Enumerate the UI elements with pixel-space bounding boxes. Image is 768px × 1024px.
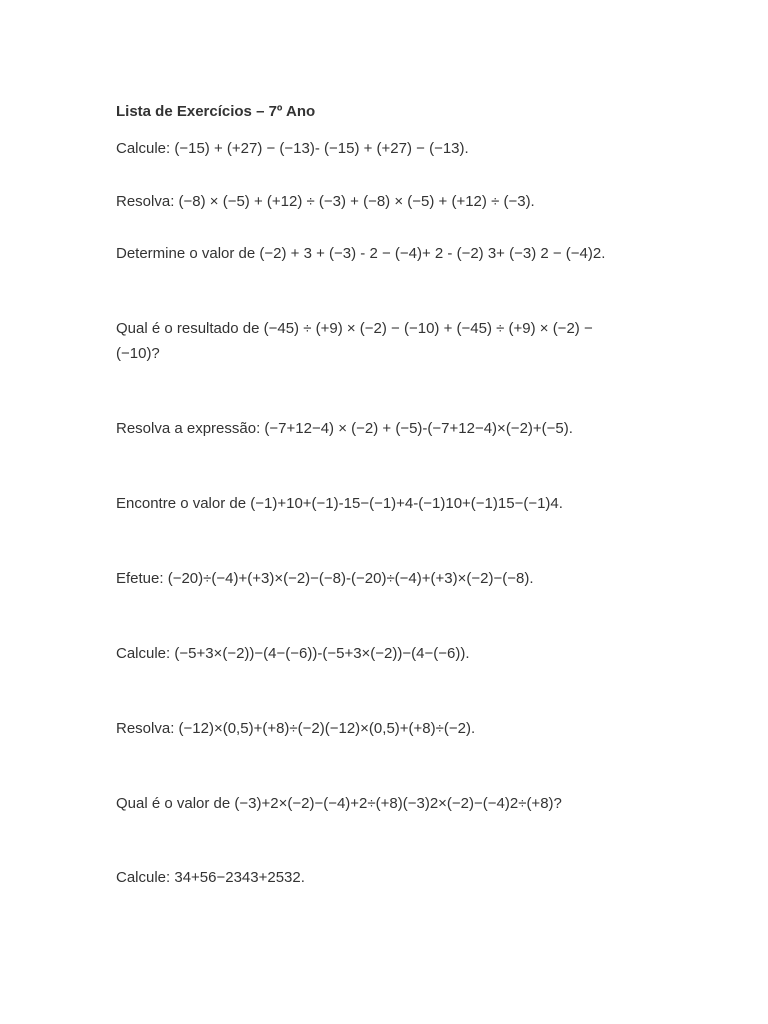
exercise-1: Calcule: (−15) + (+27) − (−13)- (−15) + (+27) − (−13).: [116, 140, 469, 157]
exercise-4: Qual é o resultado de (−45) ÷ (+9) × (−2) − (−10) + (−45) ÷ (+9) × (−2) − (−10)?: [116, 320, 593, 362]
exercise-10: Qual é o valor de (−3)+2×(−2)−(−4)+2÷(+8)(−3)2×(−2)−(−4)2÷(+8)?: [116, 795, 562, 812]
exercise-7: Efetue: (−20)÷(−4)+(+3)×(−2)−(−8)-(−20)÷(−4)+(+3)×(−2)−(−8).: [116, 570, 534, 587]
document-title: Lista de Exercícios – 7º Ano: [116, 103, 316, 120]
exercise-8: Calcule: (−5+3×(−2))−(4−(−6))-(−5+3×(−2))−(4−(−6)).: [116, 645, 470, 662]
exercise-6: Encontre o valor de (−1)+10+(−1)-15−(−1)+4-(−1)10+(−1)15−(−1)4.: [116, 495, 563, 512]
exercise-5: Resolva a expressão: (−7+12−4) × (−2) + (−5)-(−7+12−4)×(−2)+(−5).: [116, 420, 573, 437]
exercise-11: Calcule: 34+56−2343+2532.: [116, 869, 305, 886]
exercise-9: Resolva: (−12)×(0,5)+(+8)÷(−2)(−12)×(0,5)+(+8)÷(−2).: [116, 720, 476, 737]
exercise-3: Determine o valor de (−2) + 3 + (−3) - 2 − (−4)+ 2 - (−2) 3+ (−3) 2 − (−4)2.: [116, 245, 606, 262]
exercise-2: Resolva: (−8) × (−5) + (+12) ÷ (−3) + (−8) × (−5) + (+12) ÷ (−3).: [116, 193, 535, 210]
